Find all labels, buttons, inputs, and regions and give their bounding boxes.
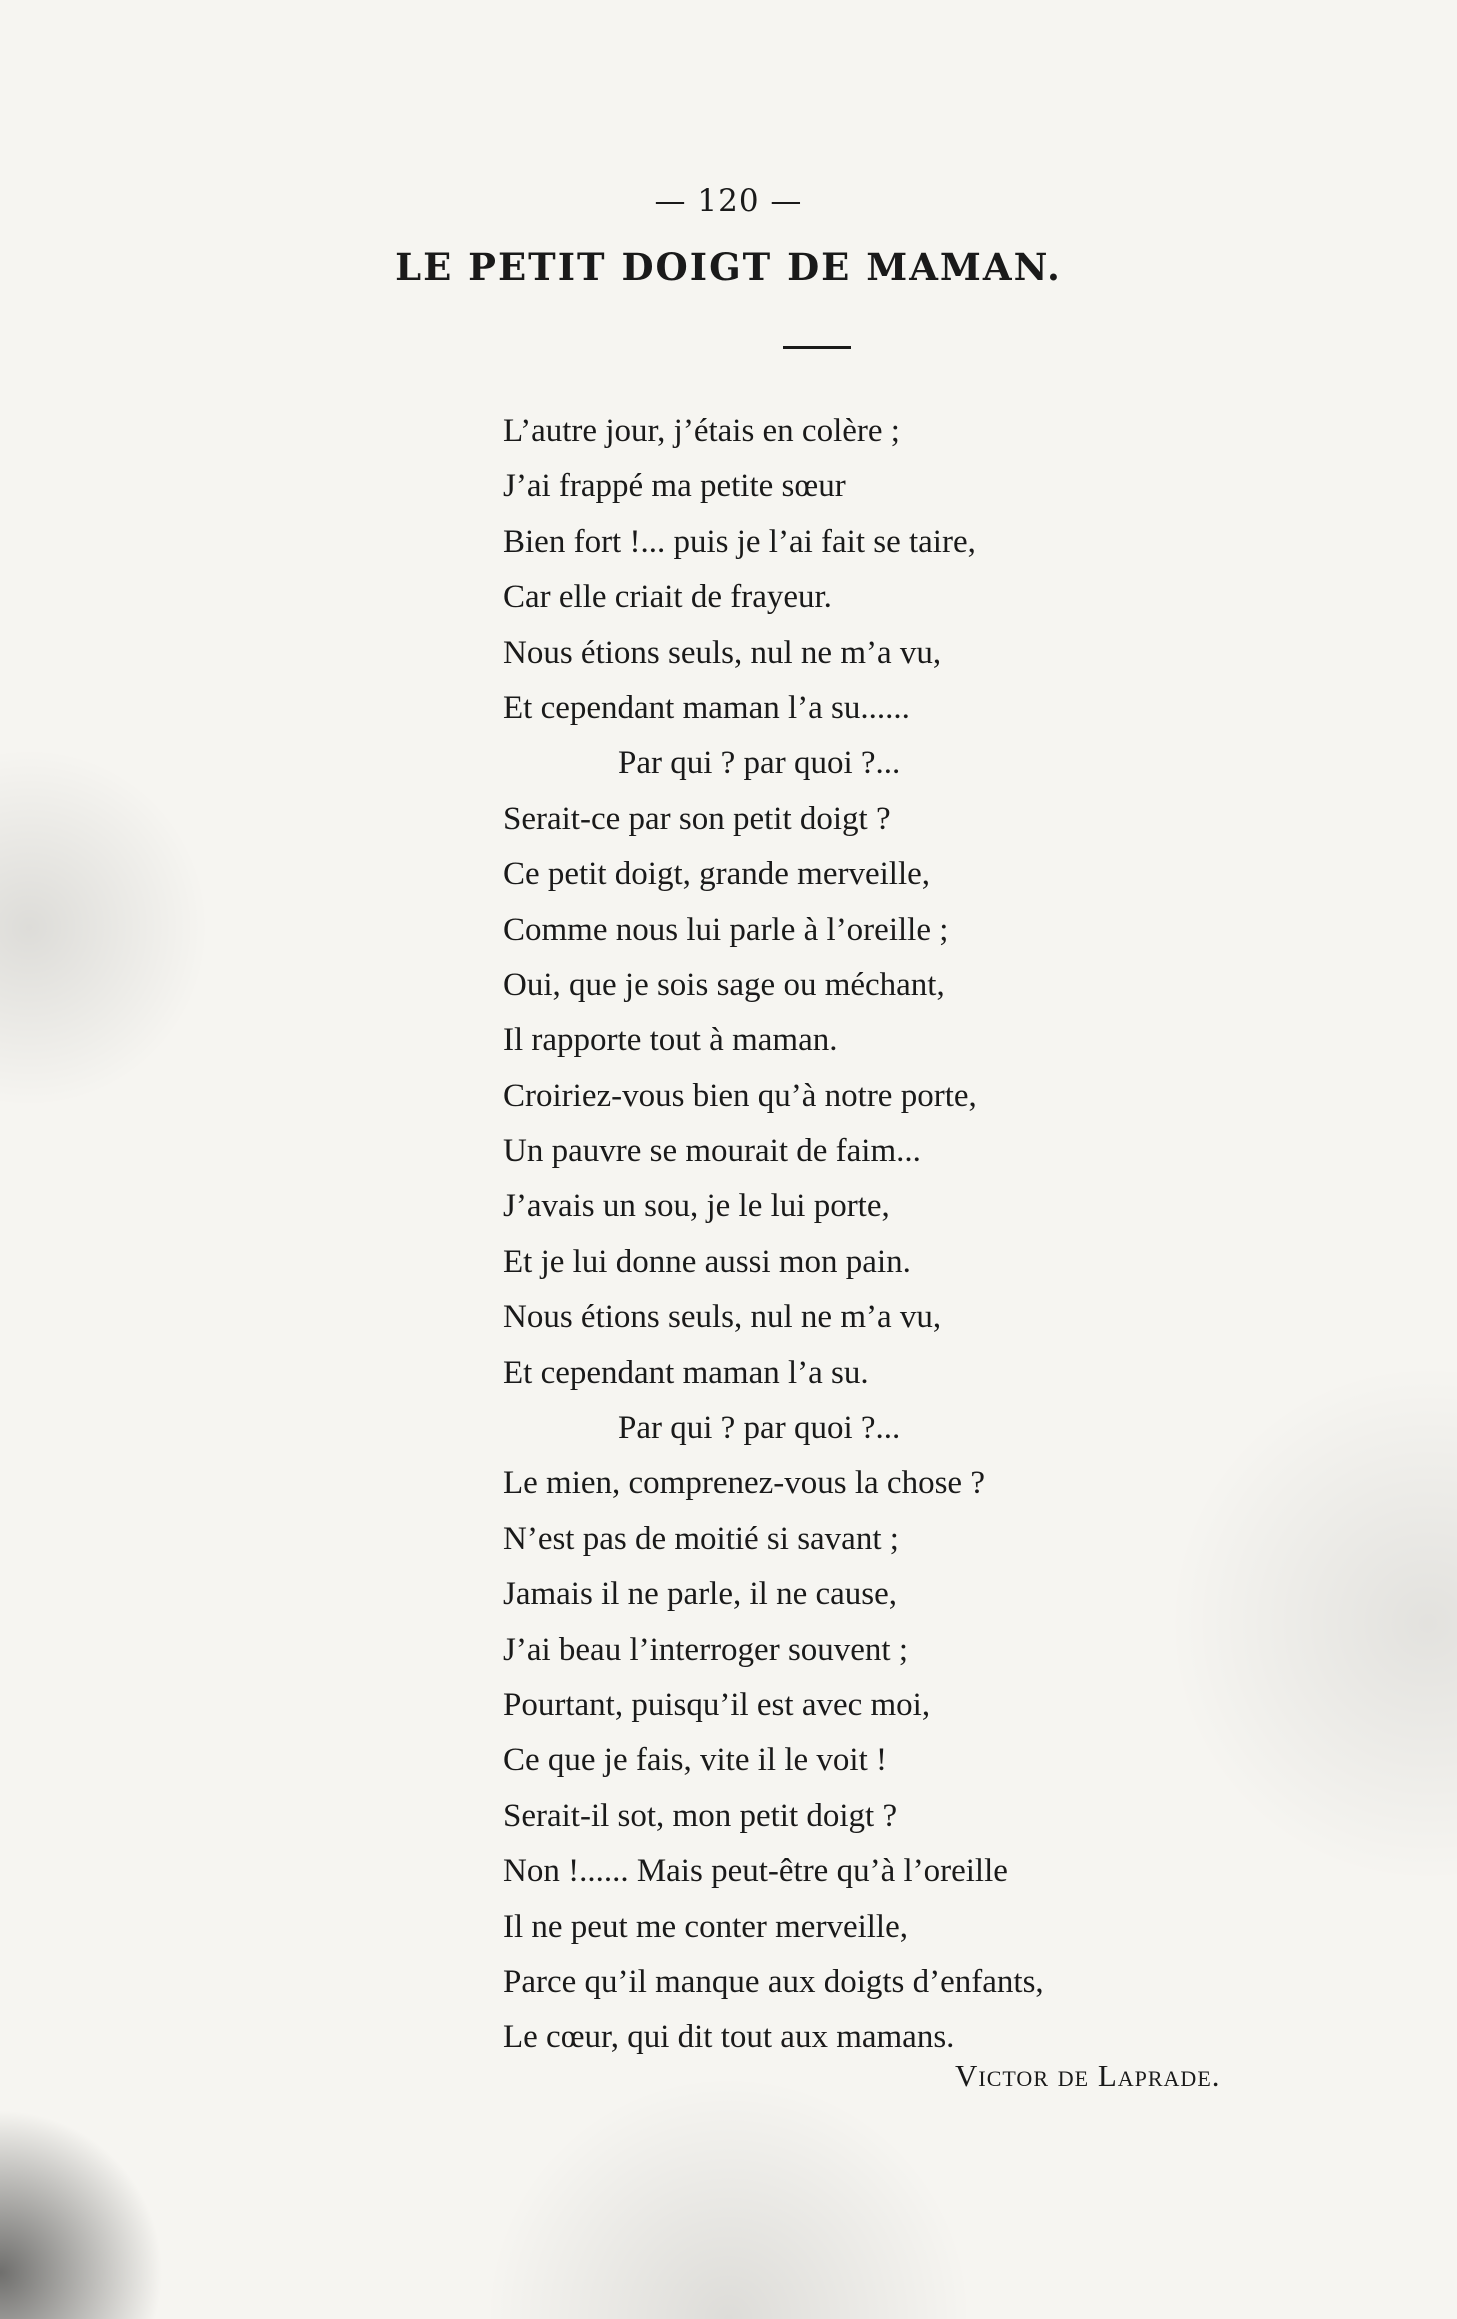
- poem-line: N’est pas de moitié si savant ;: [503, 1520, 899, 1557]
- poem-line: Ce que je fais, vite il le voit !: [503, 1742, 887, 1779]
- title-divider: [783, 346, 851, 349]
- poem-line: Et je lui donne aussi mon pain.: [503, 1243, 911, 1280]
- poem-line: Non !...... Mais peut-être qu’à l’oreille: [503, 1853, 1008, 1890]
- poem-line: Car elle criait de frayeur.: [503, 579, 832, 616]
- poem-line: Et cependant maman l’a su.: [503, 1354, 869, 1391]
- poem-line: Croiriez-vous bien qu’à notre porte,: [503, 1077, 977, 1114]
- poem-refrain: Par qui ? par quoi ?...: [618, 1410, 901, 1447]
- poem-refrain: Par qui ? par quoi ?...: [618, 745, 901, 782]
- poem-line: Comme nous lui parle à l’oreille ;: [503, 911, 949, 948]
- poem-line: Serait-ce par son petit doigt ?: [503, 800, 891, 837]
- poem-line: Bien fort !... puis je l’ai fait se taire,: [503, 523, 976, 560]
- poem-line: Pourtant, puisqu’il est avec moi,: [503, 1686, 931, 1723]
- poem-body: [503, 404, 1044, 2066]
- poem-line: Un pauvre se mourait de faim...: [503, 1133, 921, 1170]
- poem-line: Nous étions seuls, nul ne m’a vu,: [503, 1299, 942, 1336]
- poem-line: Il ne peut me conter merveille,: [503, 1908, 908, 1945]
- poem-line: Nous étions seuls, nul ne m’a vu,: [503, 634, 942, 671]
- poem-line: Ce petit doigt, grande merveille,: [503, 856, 931, 893]
- poem-line: J’ai frappé ma petite sœur: [503, 468, 846, 505]
- poem-line: Le cœur, qui dit tout aux mamans.: [503, 2019, 955, 2056]
- poem-line: J’avais un sou, je le lui porte,: [503, 1188, 890, 1225]
- poem-title: LE PETIT DOIGT DE MAMAN.: [395, 245, 1062, 289]
- poem-author: Victor de Laprade.: [955, 2058, 1221, 2093]
- poem-line: Le mien, comprenez-vous la chose ?: [503, 1465, 985, 1502]
- poem-line: J’ai beau l’interroger souvent ;: [503, 1631, 909, 1668]
- poem-line: Jamais il ne parle, il ne cause,: [503, 1576, 898, 1613]
- poem-line: L’autre jour, j’étais en colère ;: [503, 413, 900, 449]
- poem-line: Il rapporte tout à maman.: [503, 1022, 838, 1059]
- poem-line: Parce qu’il manque aux doigts d’enfants,: [503, 1963, 1044, 2000]
- poem-line: Serait-il sot, mon petit doigt ?: [503, 1797, 898, 1834]
- poem-line: Oui, que je sois sage ou méchant,: [503, 966, 945, 1003]
- page-number: — 120 —: [654, 183, 803, 219]
- poem-line: Et cependant maman l’a su......: [503, 689, 910, 726]
